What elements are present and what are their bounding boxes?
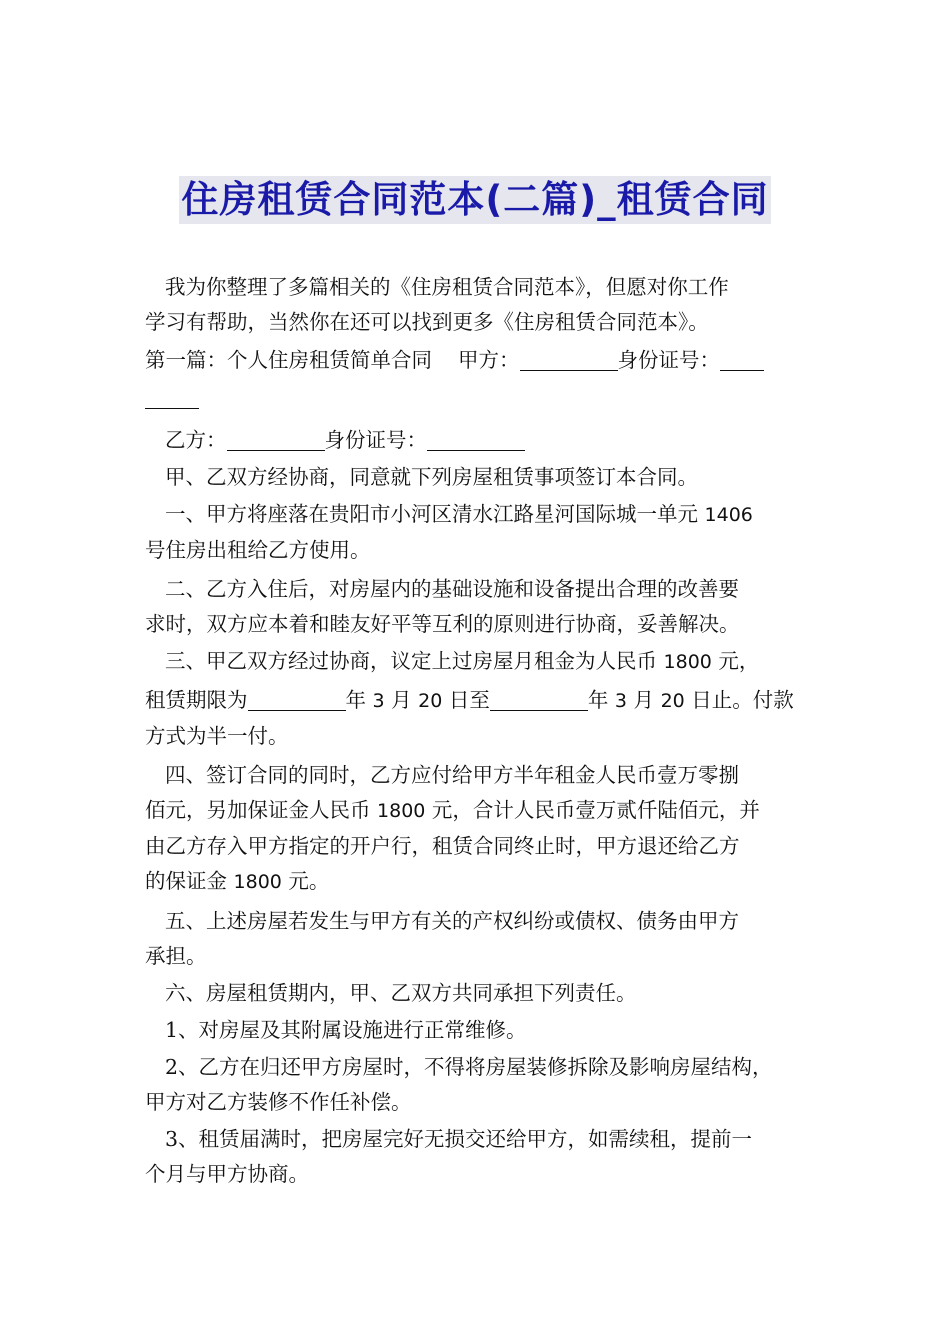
item1-line-1 bbox=[145, 497, 815, 533]
document-title: 住房租赁合同范本(二篇)_租赁合同 bbox=[179, 176, 770, 224]
party-a-label: 甲方： bbox=[458, 348, 520, 372]
party-b-label: 乙方： bbox=[165, 428, 227, 452]
item3-line-2 bbox=[145, 680, 815, 719]
item3-month-2: 月 bbox=[627, 688, 661, 712]
item5-line-2: 承担。 bbox=[145, 944, 207, 968]
item3-line-3: 方式为半一付。 bbox=[145, 724, 289, 748]
part1-title: 第一篇：个人住房租赁简单合同 bbox=[145, 348, 432, 372]
item4-line-4 bbox=[145, 864, 815, 900]
item3-text-2: 元， bbox=[711, 649, 760, 673]
part1-line-wrap bbox=[145, 378, 815, 416]
item6-line: 六、房屋租赁期内，甲、乙双方共同承担下列责任。 bbox=[165, 981, 637, 1005]
intro-line-1: 我为你整理了多篇相关的《住房租赁合同范本》，但愿对你工作 bbox=[165, 275, 729, 299]
item3-month-num-2: 3 bbox=[614, 690, 628, 712]
item4-deposit-2: 1800 bbox=[233, 871, 282, 893]
party-a-id-blank bbox=[720, 344, 764, 371]
item3-day-to: 日至 bbox=[442, 688, 490, 712]
item3-day-num-2: 20 bbox=[660, 690, 685, 712]
item4-text-3: 的保证金 bbox=[145, 869, 234, 893]
document-body bbox=[145, 270, 815, 1192]
party-b-id-label: 身份证号： bbox=[324, 428, 427, 452]
party-b-line bbox=[145, 420, 815, 458]
sub3-line-1: 3、租赁届满时，把房屋完好无损交还给甲方，如需续租，提前一 bbox=[165, 1127, 753, 1151]
intro-line-2: 学习有帮助，当然你在还可以找到更多《住房租赁合同范本》。 bbox=[145, 310, 709, 334]
item3-year-2: 年 bbox=[587, 688, 615, 712]
party-a-blank bbox=[520, 344, 618, 371]
item3-month-num: 3 bbox=[372, 690, 385, 712]
title-container bbox=[0, 176, 950, 224]
item3-text: 三、甲乙双方经过协商，议定上过房屋月租金为人民币 bbox=[165, 649, 664, 673]
item4-text-2: 元，合计人民币壹万贰仟陆佰元，并 bbox=[425, 798, 760, 822]
item3-end: 日止。付款 bbox=[684, 688, 794, 712]
item1-number: 1406 bbox=[704, 504, 753, 526]
item3-end-year-blank bbox=[490, 684, 588, 711]
sub3-line-2: 个月与甲方协商。 bbox=[145, 1162, 309, 1186]
item3-start-year-blank bbox=[248, 684, 346, 711]
item4-line-2 bbox=[145, 793, 815, 829]
item4-text-1: 佰元，另加保证金人民币 bbox=[145, 798, 378, 822]
item2-line-1: 二、乙方入住后，对房屋内的基础设施和设备提出合理的改善要 bbox=[165, 577, 739, 601]
item3-term-label: 租赁期限为 bbox=[145, 688, 248, 712]
party-b-id-blank bbox=[427, 424, 525, 451]
item4-text-4: 元。 bbox=[281, 869, 330, 893]
item3-line-1 bbox=[145, 644, 815, 680]
party-a-id-label: 身份证号： bbox=[617, 348, 720, 372]
item1-line-2: 号住房出租给乙方使用。 bbox=[145, 538, 371, 562]
item4-deposit: 1800 bbox=[377, 800, 426, 822]
item4-line-1: 四、签订合同的同时，乙方应付给甲方半年租金人民币壹万零捌 bbox=[165, 763, 739, 787]
item5-line-1: 五、上述房屋若发生与甲方有关的产权纠纷或债权、债务由甲方 bbox=[165, 909, 739, 933]
item3-month: 月 bbox=[384, 688, 419, 712]
sub2-line-2: 甲方对乙方装修不作任补偿。 bbox=[145, 1090, 412, 1114]
sub2-line-1: 2、乙方在归还甲方房屋时，不得将房屋装修拆除及影响房屋结构， bbox=[165, 1055, 773, 1079]
agree-line: 甲、乙双方经协商，同意就下列房屋租赁事项签订本合同。 bbox=[165, 465, 698, 489]
item2-line-2: 求时，双方应本着和睦友好平等互利的原则进行协商，妥善解决。 bbox=[145, 612, 740, 636]
party-b-blank bbox=[227, 424, 325, 451]
item3-day-num: 20 bbox=[418, 690, 443, 712]
sub1-line: 1、对房屋及其附属设施进行正常维修。 bbox=[165, 1018, 527, 1042]
item4-line-3: 由乙方存入甲方指定的开户行，租赁合同终止时，甲方退还给乙方 bbox=[145, 834, 740, 858]
part1-line bbox=[145, 340, 815, 378]
party-a-id-blank-cont bbox=[145, 382, 199, 409]
item3-year: 年 bbox=[345, 688, 373, 712]
item3-rent: 1800 bbox=[663, 651, 712, 673]
item1-text: 一、甲方将座落在贵阳市小河区清水江路星河国际城一单元 bbox=[165, 502, 705, 526]
